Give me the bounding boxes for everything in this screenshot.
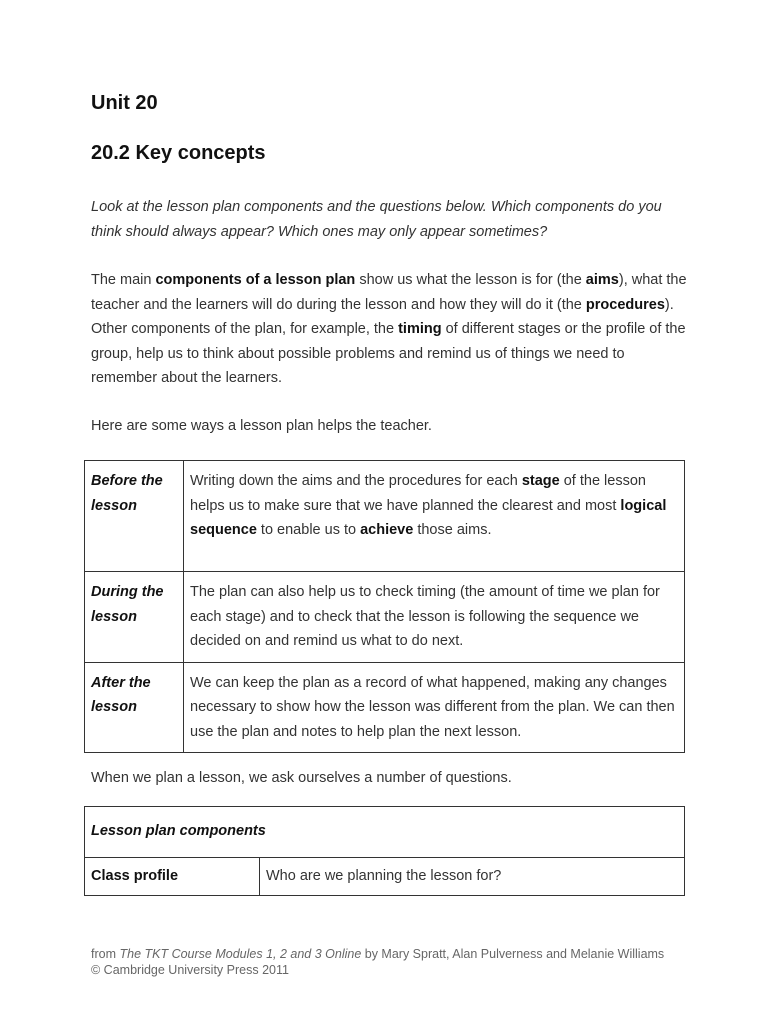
row-description: We can keep the plan as a record of what happened, making any changes necessary to show how the lesson was different from the plan. We can then use the plan and notes to help plan the next lesson.	[184, 662, 685, 753]
row-description	[184, 461, 685, 572]
keyword-procedures: procedures	[585, 296, 665, 313]
intro-question: Look at the lesson plan components and the questions below. Which components do you think should always appear? Which ones may only appear sometimes?	[91, 199, 662, 240]
book-title: The TKT Course Modules 1, 2 and 3 Online	[119, 947, 362, 961]
ways-table	[84, 460, 685, 753]
ways-intro: Here are some ways a lesson plan helps the teacher.	[91, 418, 432, 434]
keyword-logical-sequence: logical sequence	[190, 497, 667, 538]
component-label: Class profile	[85, 858, 260, 896]
table-row	[85, 662, 685, 753]
plan-questions-intro: When we plan a lesson, we ask ourselves a number of questions.	[91, 770, 512, 786]
section-title: 20.2 Key concepts	[91, 142, 266, 164]
footer-prefix: from	[91, 947, 120, 961]
keyword-aims: aims	[585, 272, 619, 288]
copyright: © Cambridge University Press 2011	[91, 963, 289, 977]
unit-title: Unit 20	[91, 92, 158, 114]
desc-text: to enable us to	[256, 522, 361, 538]
book-authors: by Mary Spratt, Alan Pulverness and Melanie Williams	[361, 947, 665, 961]
paragraph-text: The main	[91, 272, 156, 288]
desc-text: of the lesson helps us to make sure that we have planned the clearest and most	[190, 473, 646, 514]
source-footer	[91, 946, 731, 978]
paragraph-text: of different stages or the profile of the group, help us to think about possible problems and remind us of things we need to remember about the learners.	[91, 321, 686, 386]
components-table	[84, 806, 685, 896]
keyword-timing: timing	[398, 321, 442, 337]
component-question: Who are we planning the lesson for?	[260, 858, 685, 896]
keyword-achieve: achieve	[360, 522, 414, 538]
keyword-stage: stage	[521, 473, 560, 489]
row-label: Before the lesson	[85, 461, 184, 572]
row-label: During the lesson	[85, 572, 184, 663]
desc-text: Writing down the aims and the procedures for each	[190, 473, 522, 489]
paragraph-text: ). Other components of the plan, for example, the	[91, 296, 674, 337]
paragraph-text: ), what the teacher and the learners will do during the lesson and how they will do it (the	[91, 272, 687, 313]
lesson-plan-paragraph	[91, 268, 691, 391]
desc-text: those aims.	[413, 522, 492, 538]
table-header-row	[85, 807, 685, 858]
keyword-components: components of a lesson plan	[155, 272, 356, 288]
table-row	[85, 572, 685, 663]
table-row	[85, 858, 685, 896]
table-row	[85, 461, 685, 572]
components-header: Lesson plan components	[85, 807, 685, 858]
row-label: After the lesson	[85, 662, 184, 753]
row-description: The plan can also help us to check timing (the amount of time we plan for each stage) and to check that the lesson is following the sequence we decided on and remind us what to do next.	[184, 572, 685, 663]
paragraph-text: show us what the lesson is for (the	[355, 272, 586, 288]
